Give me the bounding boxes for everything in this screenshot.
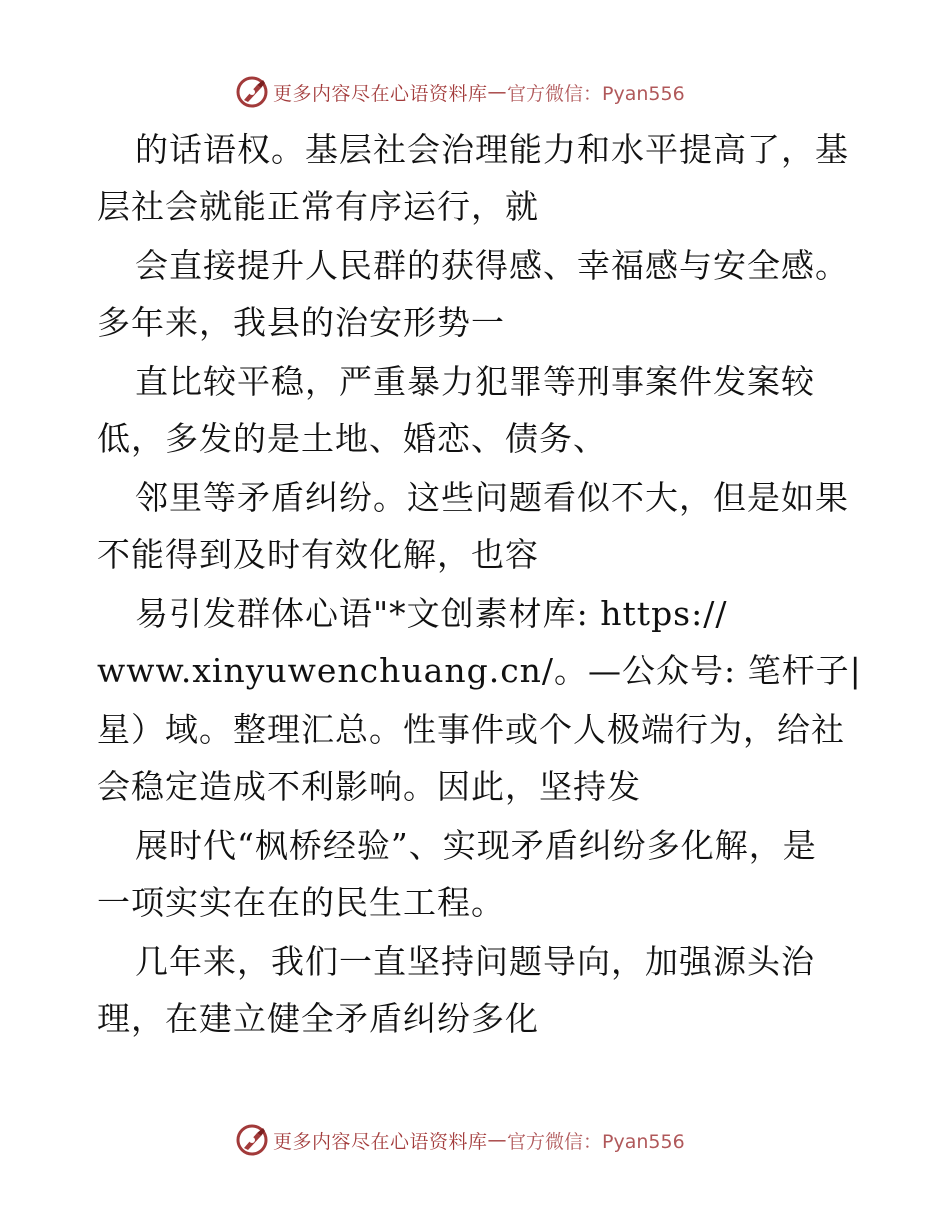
text-line: 不能得到及时有效化解，也容 (97, 535, 539, 574)
text-line: 直比较平稳，严重暴力犯罪等刑事案件发案较 (135, 362, 815, 401)
footer-watermark (235, 1120, 685, 1160)
header-watermark (235, 72, 685, 112)
text-line: 一项实实在在的民生工程。 (97, 883, 505, 922)
text-line: 几年来，我们一直坚持问题导向，加强源头治 (135, 942, 815, 981)
text-line: 低，多发的是土地、婚恋、债务、 (97, 419, 607, 458)
text-line: 理，在建立健全矛盾纠纷多化 (97, 999, 539, 1038)
text-line: 星）域。整理汇总。性事件或个人极端行为，给社 (97, 710, 845, 749)
text-line: 层社会就能正常有序运行，就 (97, 187, 539, 226)
text-line: 邻里等矛盾纠纷。这些问题看似不大，但是如果 (135, 478, 849, 517)
text-line: 会直接提升人民群的获得感、幸福感与安全感。 (135, 246, 849, 285)
watermark-brand-text: 更多内容尽在心语资料库 (273, 1130, 488, 1153)
watermark-separator: — (487, 81, 508, 103)
quill-pen-logo-icon (235, 75, 269, 109)
quill-pen-logo-icon (235, 1123, 269, 1157)
text-line: 的话语权。基层社会治理能力和水平提高了，基 (135, 130, 849, 169)
watermark-separator: — (487, 1129, 508, 1151)
text-line: 展时代“枫桥经验”、实现矛盾纠纷多化解，是 (135, 826, 817, 865)
watermark-wechat-text: 官方微信：Pyan556 (507, 82, 685, 105)
text-line: 易引发群体心语"*文创素材库: https:// (135, 594, 728, 633)
watermark-brand-text: 更多内容尽在心语资料库 (273, 82, 488, 105)
text-line: 会稳定造成不利影响。因此，坚持发 (97, 767, 641, 806)
text-line: www.xinyuwenchuang.cn/。—公众号: 笔杆子| (97, 651, 862, 690)
text-line: 多年来，我县的治安形势一 (97, 303, 505, 342)
watermark-wechat-text: 官方微信：Pyan556 (507, 1130, 685, 1153)
